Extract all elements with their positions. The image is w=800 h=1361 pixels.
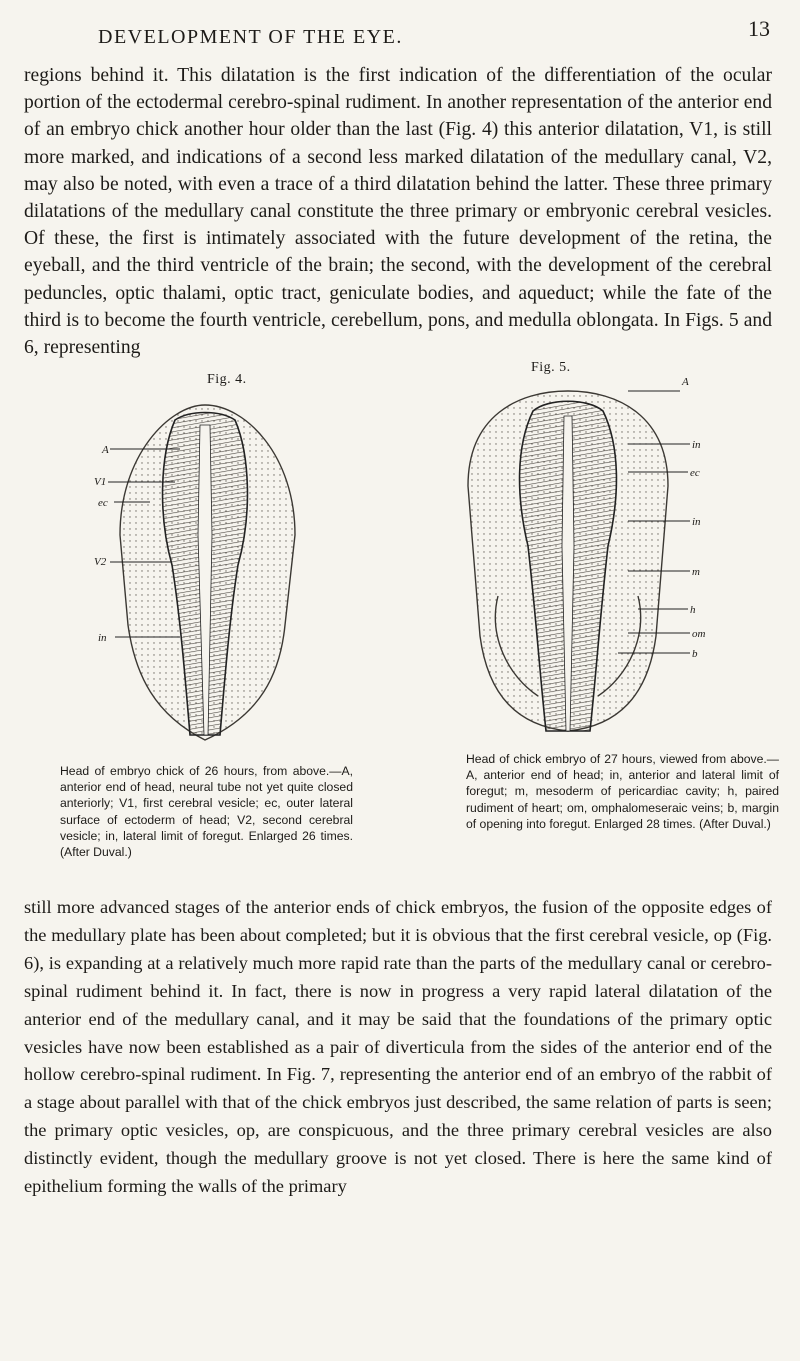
marker-ec: ec bbox=[690, 467, 700, 479]
figure-5-caption: Head of chick embryo of 27 hours, viewed from above.—A, anterior end of head; in, anterior and lateral limit of foregut; m, mesoderm of pericardiac cavity; h, paired rudiment of heart; om, omphalomeseraic veins; b, margin of opening into foregut. Enlarged 28 times. (After Duval.) bbox=[466, 752, 779, 831]
marker-ec: ec bbox=[98, 497, 108, 509]
figure-4-illustration bbox=[80, 395, 330, 745]
marker-V2: V2 bbox=[94, 556, 107, 568]
page-number: 13 bbox=[748, 16, 770, 41]
figure-5-illustration bbox=[428, 376, 728, 746]
marker-in-2: in bbox=[692, 516, 701, 528]
figure-4-label: Fig. 4. bbox=[207, 372, 247, 387]
marker-b: b bbox=[692, 648, 698, 660]
running-title: DEVELOPMENT OF THE EYE. bbox=[98, 26, 403, 48]
marker-om: om bbox=[692, 628, 706, 640]
figure-4-caption: Head of embryo chick of 26 hours, from above.—A, anterior end of head, neural tube not yet quite closed anteriorly; V1, first cerebral vesicle; ec, outer lateral surface of ectoderm of head; V2, second cerebral vesicle; in, lateral limit of foregut. Enlarged 26 times. (After Duval.) bbox=[60, 764, 353, 860]
marker-m: m bbox=[692, 566, 700, 578]
body-paragraph-bottom: still more advanced stages of the anterior ends of chick embryos, the fusion of the opposite edges of the medullary plate has been about completed; but it is obvious that the first cerebral vesicle, op (Fig. 6), is expanding at a relatively much more rapid rate than the parts of the medullary canal or cerebro-spinal rudiment behind it. In fact, there is now in progress a very rapid lateral dilatation of the anterior end of the medullary canal, and it may be said that the foundations of the primary optic vesicles have now been established as a pair of diverticula from the sides of the anterior end of the hollow cerebro-spinal rudiment. In Fig. 7, representing the anterior end of an embryo of the rabbit of a stage about parallel with that of the chick embryos just described, the same relation of parts is seen; the primary optic vesicles, op, are conspicuous, and the three primary cerebral vesicles are also distinctly evident, though the medullary groove is not yet closed. There is here the same kind of epithelium forming the walls of the primary bbox=[24, 897, 772, 1197]
page-header bbox=[0, 14, 800, 48]
marker-in: in bbox=[692, 439, 701, 451]
figure-5-label: Fig. 5. bbox=[531, 360, 571, 375]
marker-in: in bbox=[98, 632, 107, 644]
marker-A: A bbox=[102, 444, 109, 456]
marker-A: A bbox=[682, 376, 689, 388]
marker-V1: V1 bbox=[94, 476, 107, 488]
body-paragraph-top: regions behind it. This dilatation is the first indication of the differentiation of the ocular portion of the ectodermal cerebro-spinal rudiment. In another representation of the anterior end of an embryo chick another hour older than the last (Fig. 4) this anterior dilatation, V1, is still more marked, and indications of a second less marked dilatation of the medullary canal, V2, may also be noted, with even a trace of a third dilatation behind the latter. These three primary dilatations of the medullary canal constitute the three primary or embryonic cerebral vesicles. Of these, the first is intimately associated with the future development of the retina, the eyeball, and the third ventricle of the brain; the second, with the development of the cerebral peduncles, optic thalami, optic tract, geniculate bodies, and aqueduct; while the fate of the third is to become the fourth ventricle, cerebellum, pons, and medulla oblongata. In Figs. 5 and 6, representing bbox=[24, 65, 772, 359]
marker-h: h bbox=[690, 604, 696, 616]
